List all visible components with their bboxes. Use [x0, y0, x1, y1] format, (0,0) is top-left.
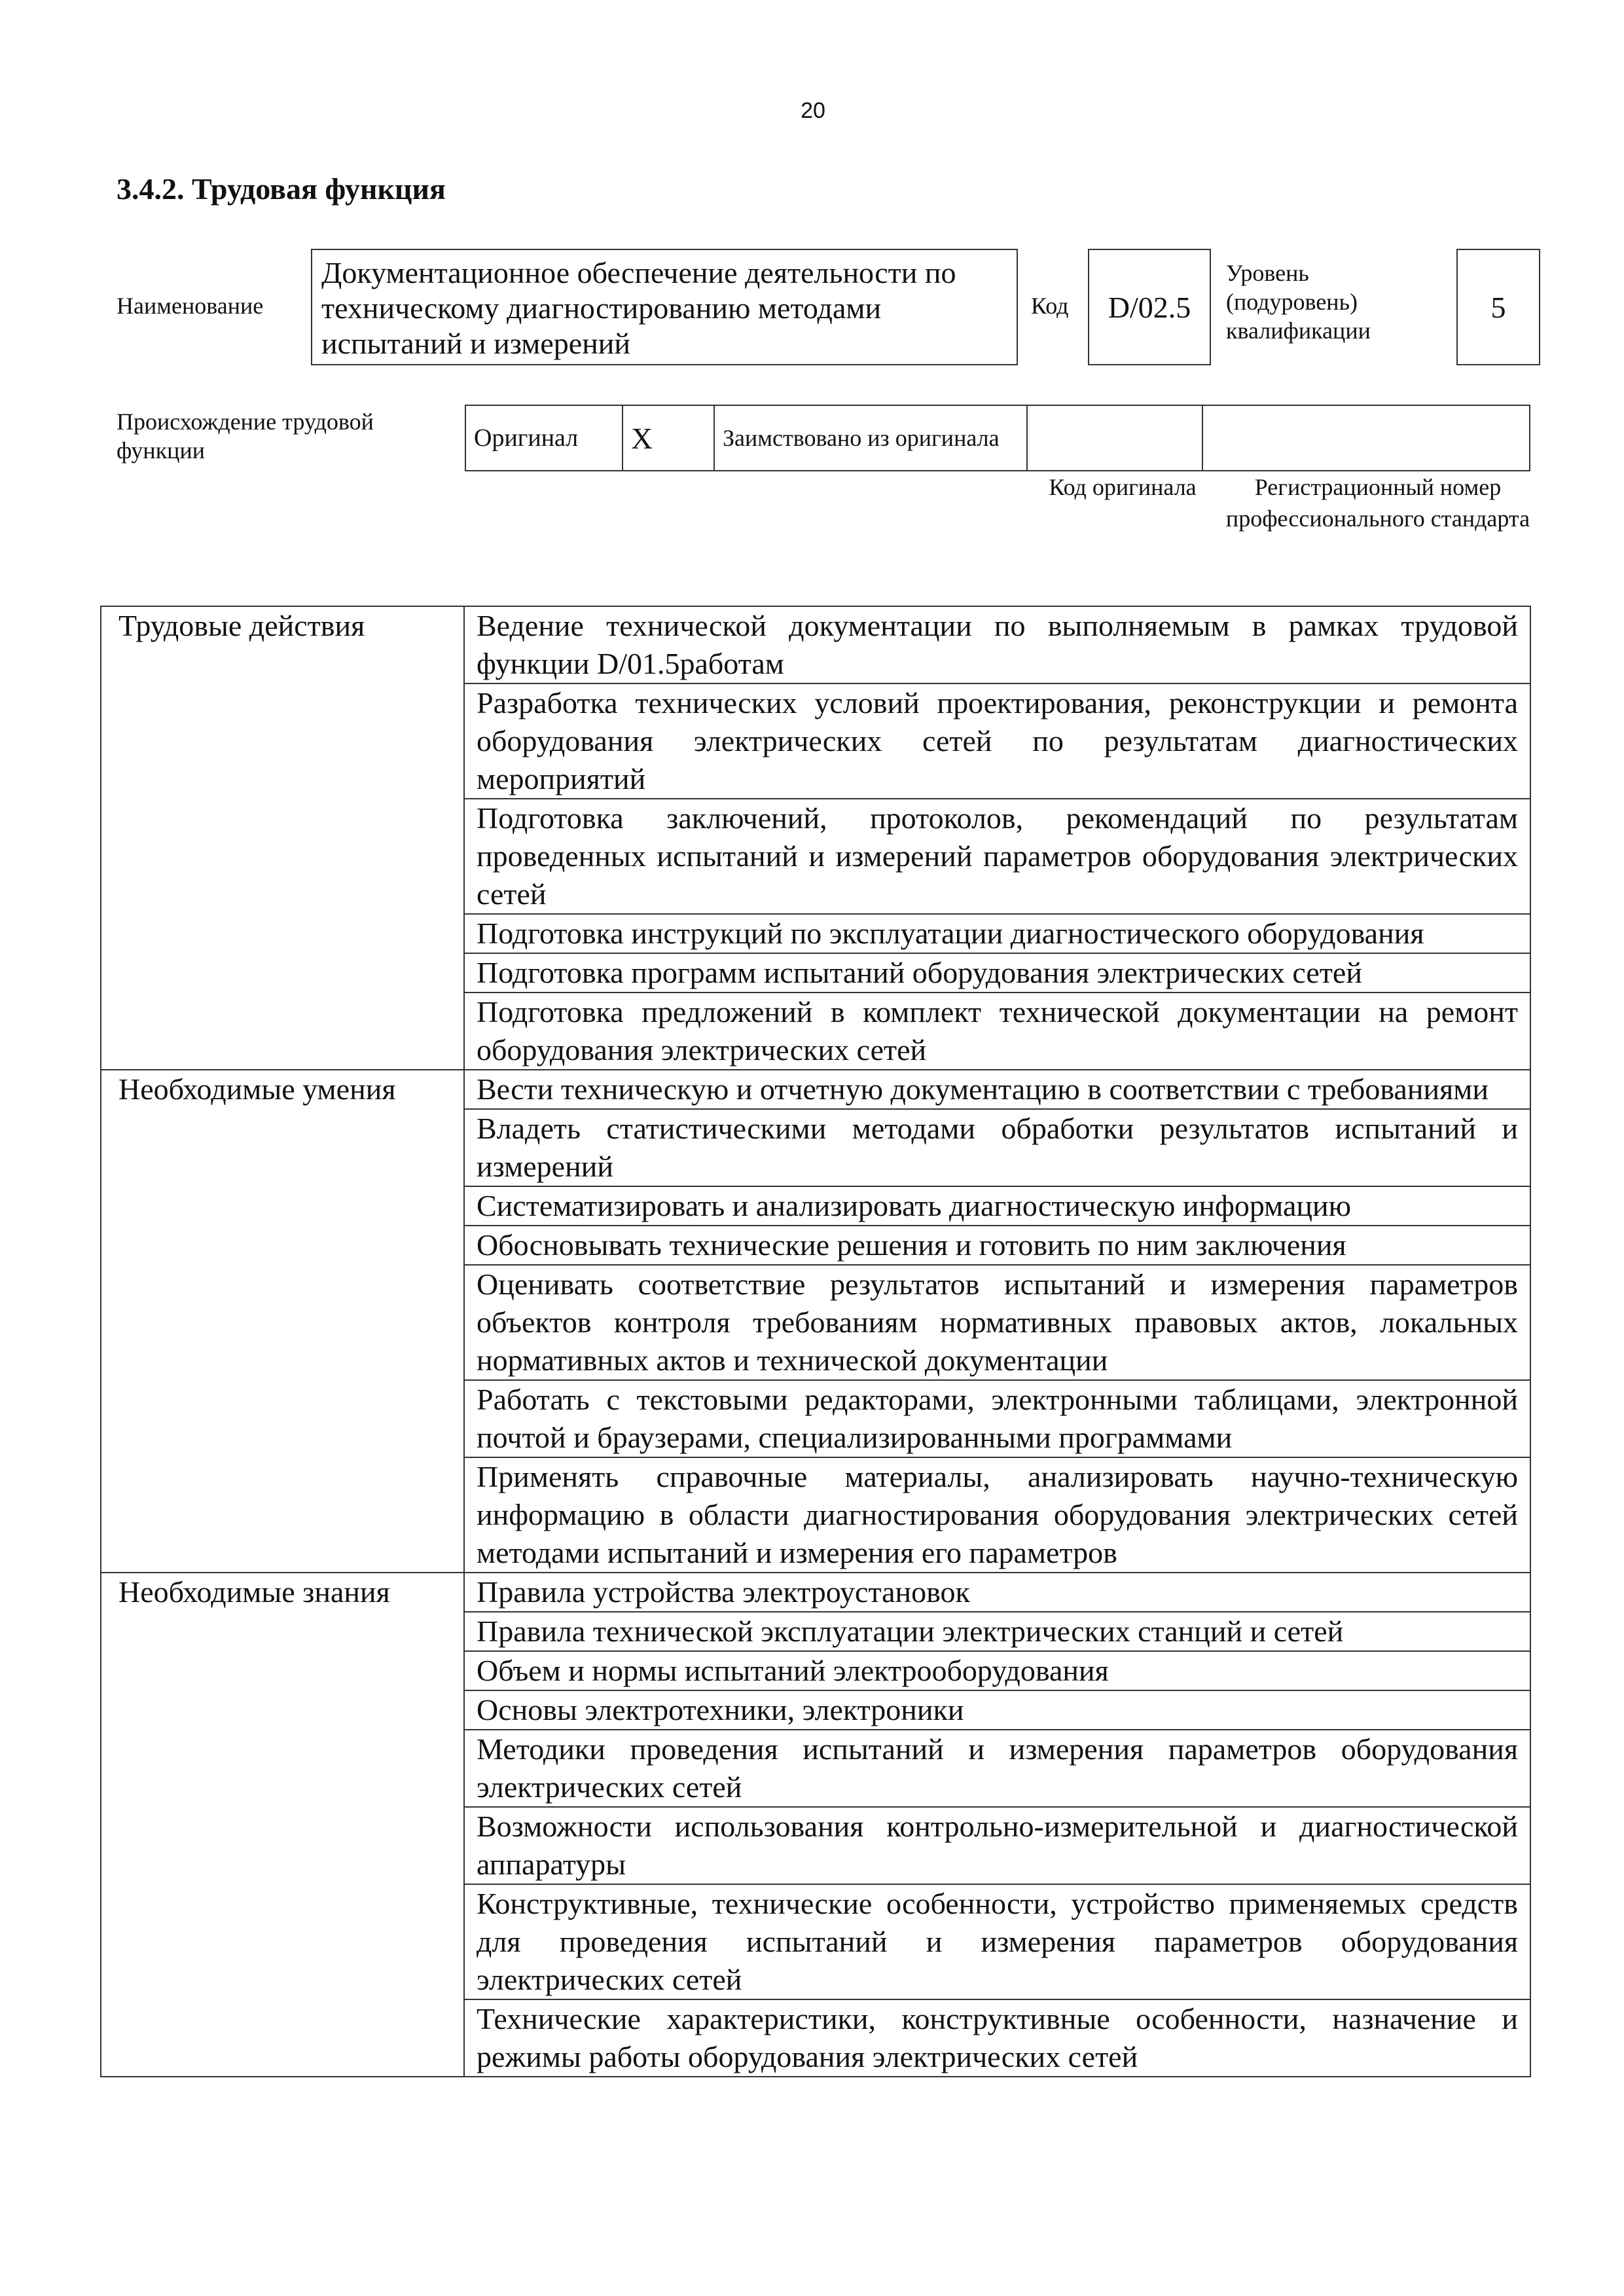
table-row [101, 1070, 1530, 1109]
section-item: Методики проведения испытаний и измерения параметров оборудования электрических сетей [464, 1730, 1530, 1807]
borrowed-label: Заимствовано из оригинала [714, 405, 1027, 471]
section-category: Необходимые знания [101, 1573, 464, 2077]
level-label: Уровень (подуровень) квалификации [1226, 260, 1371, 344]
table-row [101, 606, 1530, 683]
section-item: Основы электротехники, электроники [464, 1690, 1530, 1730]
section-item: Технические характеристики, конструктивные особенности, назначение и режимы работы оборудования электрических сетей [464, 1999, 1530, 2077]
section-item: Подготовка инструкций по эксплуатации диагностического оборудования [464, 914, 1530, 953]
section-item: Применять справочные материалы, анализировать научно-техническую информацию в области диагностирования оборудования электрических сетей методами испытаний и измерения его параметров [464, 1457, 1530, 1573]
level-value-box: 5 [1456, 249, 1540, 365]
section-item: Подготовка программ испытаний оборудования электрических сетей [464, 953, 1530, 993]
page-number: 20 [801, 98, 825, 123]
registration-caption: Регистрационный номер профессионального стандарта [1225, 474, 1530, 532]
name-label: Наименование [117, 293, 264, 319]
section-item: Ведение технической документации по выполняемым в рамках трудовой функции D/01.5работам [464, 606, 1530, 683]
section-item: Владеть статистическими методами обработки результатов испытаний и измерений [464, 1109, 1530, 1186]
section-title: 3.4.2. Трудовая функция [117, 172, 446, 206]
section-item: Разработка технических условий проектирования, реконструкции и ремонта оборудования электрических сетей по результатам диагностических мероприятий [464, 683, 1530, 799]
original-label: Оригинал [465, 405, 623, 471]
section-item: Систематизировать и анализировать диагностическую информацию [464, 1186, 1530, 1226]
origin-table [465, 405, 1530, 471]
original-mark: X [623, 405, 714, 471]
section-item: Работать с текстовыми редакторами, электронными таблицами, электронной почтой и браузерами, специализированными программами [464, 1380, 1530, 1457]
name-value-box: Документационное обеспечение деятельности по техническому диагностированию методами испытаний и измерений [311, 249, 1018, 365]
section-item: Подготовка предложений в комплект технической документации на ремонт оборудования электрических сетей [464, 993, 1530, 1070]
competency-table [100, 606, 1531, 2077]
registration-number-cell [1202, 405, 1530, 471]
section-item: Вести техническую и отчетную документацию в соответствии с требованиями [464, 1070, 1530, 1109]
section-item: Конструктивные, технические особенности, устройство применяемых средств для проведения испытаний и измерения параметров оборудования электрических сетей [464, 1884, 1530, 1999]
section-category: Необходимые умения [101, 1070, 464, 1573]
section-category: Трудовые действия [101, 606, 464, 1070]
section-item: Возможности использования контрольно-измерительной и диагностической аппаратуры [464, 1807, 1530, 1884]
table-row [101, 1573, 1530, 1612]
section-item: Подготовка заключений, протоколов, рекомендаций по результатам проведенных испытаний и измерений параметров оборудования электрических сетей [464, 799, 1530, 914]
code-value-box: D/02.5 [1088, 249, 1211, 365]
section-item: Обосновывать технические решения и готовить по ним заключения [464, 1226, 1530, 1265]
section-item: Правила устройства электроустановок [464, 1573, 1530, 1612]
code-label: Код [1031, 293, 1069, 319]
original-code-cell [1027, 405, 1202, 471]
section-item: Оценивать соответствие результатов испытаний и измерения параметров объектов контроля требованиям нормативных правовых актов, локальных нормативных актов и технической документации [464, 1265, 1530, 1380]
origin-label: Происхождение трудовой функции [117, 409, 374, 464]
code-caption: Код оригинала [1049, 474, 1197, 500]
section-item: Правила технической эксплуатации электрических станций и сетей [464, 1612, 1530, 1651]
section-item: Объем и нормы испытаний электрооборудования [464, 1651, 1530, 1690]
